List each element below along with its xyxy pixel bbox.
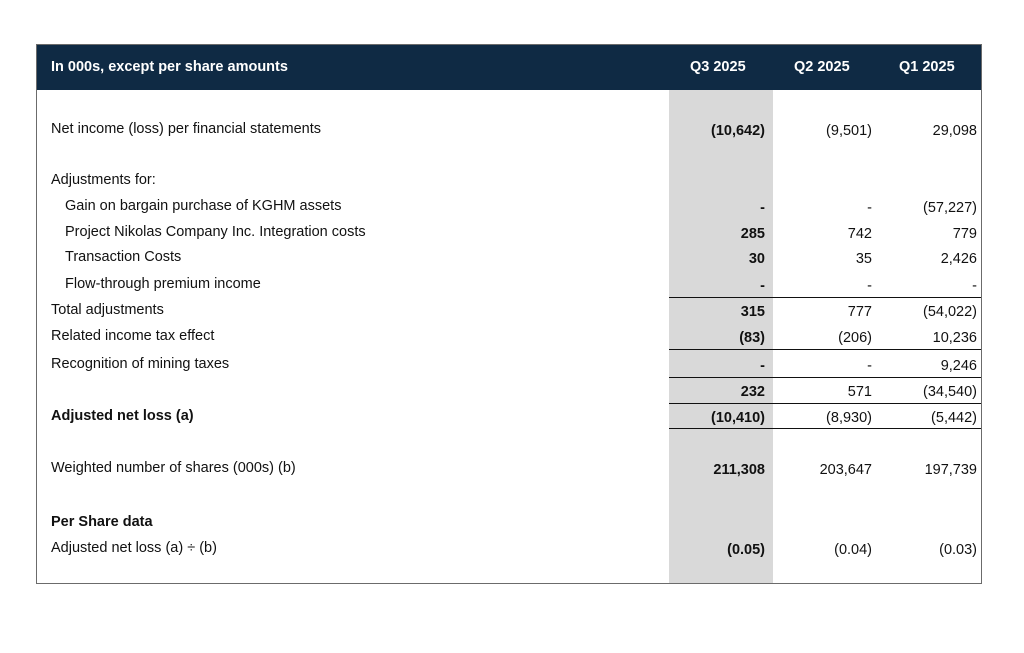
table-row [37,354,981,376]
table-row [37,170,981,192]
row-label: Gain on bargain purchase of KGHM assets [65,198,342,214]
subtotal-rule [669,349,981,350]
value-q1: (34,540) [922,384,977,400]
value-q3: (83) [739,330,765,346]
table-row [37,458,981,480]
table-row [37,222,981,244]
table-row [37,196,981,218]
value-q2: (0.04) [834,542,872,558]
value-q2: 203,647 [819,462,872,478]
table-row [37,380,981,402]
value-q2: - [867,358,872,374]
row-label: Net income (loss) per financial statements [51,121,321,137]
table-row [37,119,981,141]
value-q3: (0.05) [727,542,765,558]
row-label: Per Share data [51,514,153,530]
value-q1: 29,098 [932,123,977,139]
value-q3: 285 [740,226,765,242]
row-label: Weighted number of shares (000s) (b) [51,460,296,476]
value-q3: (10,642) [710,123,765,139]
row-label: Project Nikolas Company Inc. Integration costs [65,224,366,240]
row-label: Related income tax effect [51,328,215,344]
subtotal-rule [669,297,981,298]
value-q2: 777 [847,304,872,320]
value-q1: 9,246 [940,358,977,374]
value-q3: - [760,358,765,374]
table-row [37,512,981,534]
row-label: Adjusted net loss (a) ÷ (b) [51,540,217,556]
value-q2: 742 [847,226,872,242]
subtotal-rule [669,377,981,378]
row-label: Total adjustments [51,302,164,318]
table-row [37,406,981,428]
value-q3: 315 [740,304,765,320]
value-q2: 571 [847,384,872,400]
header-label: In 000s, except per share amounts [51,59,288,75]
reconciliation-table [36,44,982,584]
table-row [37,247,981,269]
value-q2: (8,930) [826,410,872,426]
table-row [37,300,981,322]
value-q1: (5,442) [931,410,977,426]
value-q2: (206) [838,330,872,346]
total-rule [669,428,981,429]
value-q3: - [760,200,765,216]
subtotal-rule [669,403,981,404]
value-q1: 779 [952,226,977,242]
table-header [37,45,981,90]
value-q1: - [972,278,977,294]
value-q2: 35 [855,251,872,267]
table-row [37,326,981,348]
value-q3: 211,308 [713,462,765,478]
value-q1: 197,739 [924,462,977,478]
value-q1: 10,236 [932,330,977,346]
value-q3: (10,410) [710,410,765,426]
row-label: Recognition of mining taxes [51,356,230,372]
row-label: Transaction Costs [65,249,182,265]
value-q2: - [867,200,872,216]
value-q1: 2,426 [940,251,977,267]
value-q1: (57,227) [922,200,977,216]
column-header-q1: Q1 2025 [899,59,955,75]
row-label: Adjusted net loss (a) [51,408,194,424]
value-q3: - [760,278,765,294]
table-row [37,538,981,560]
column-header-q2: Q2 2025 [794,59,850,75]
column-header-q3: Q3 2025 [690,59,746,75]
value-q3: 30 [748,251,765,267]
value-q1: (0.03) [939,542,977,558]
row-label: Adjustments for: [51,172,156,188]
value-q1: (54,022) [922,304,977,320]
table-row [37,274,981,296]
row-label: Flow-through premium income [65,276,261,292]
value-q2: - [867,278,872,294]
value-q3: 232 [740,384,765,400]
value-q2: (9,501) [826,123,872,139]
